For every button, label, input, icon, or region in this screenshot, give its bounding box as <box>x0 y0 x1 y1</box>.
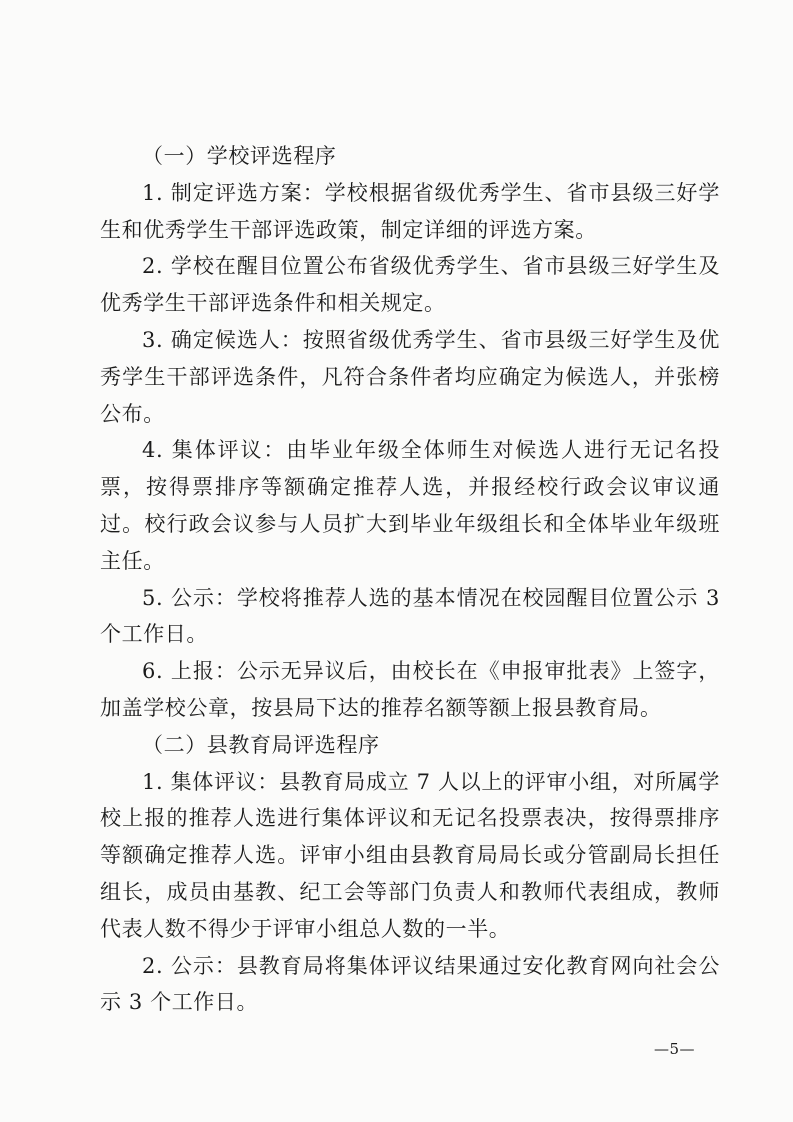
paragraph-school-5: 5. 公示：学校将推荐人选的基本情况在校园醒目位置公示 3 个工作日。 <box>100 585 720 647</box>
paragraph-school-3: 3. 确定候选人：按照省级优秀学生、省市县级三好学生及优秀学生干部评选条件，凡符合条件者均应确定为候选人，并张榜公布。 <box>100 327 720 426</box>
paragraph-school-6: 6. 上报：公示无异议后，由校长在《申报审批表》上签字，加盖学校公章，按县局下达的推荐名额等额上报县教育局。 <box>100 659 720 720</box>
paragraph-school-4: 4. 集体评议：由毕业年级全体师生对候选人进行无记名投票，按得票排序等额确定推荐人选，并报经校行政会议审议通过。校行政会议参与人员扩大到毕业年级组长和全体毕业年级班主任。 <box>100 438 720 573</box>
section-heading-county: （二）县教育局评选程序 <box>142 732 380 757</box>
paragraph-school-2: 2. 学校在醒目位置公布省级优秀学生、省市县级三好学生及优秀学生干部评选条件和相关规定。 <box>100 254 720 316</box>
paragraph-county-1: 1. 集体评议：县教育局成立 7 人以上的评审小组，对所属学校上报的推荐人选进行集体评议和无记名投票表决，按得票排序等额确定推荐人选。评审小组由县教育局局长或分管副局长担任组长，成员由基教、纪工会等部门负责人和教师代表组成，教师代表人数不得少于评审小组总人数的一半。 <box>100 769 720 941</box>
page-number: —5— <box>653 1040 695 1058</box>
paragraph-school-1: 1. 制定评选方案：学校根据省级优秀学生、省市县级三好学生和优秀学生干部评选政策，制定详细的评选方案。 <box>100 180 720 242</box>
section-heading-school: （一）学校评选程序 <box>142 144 337 168</box>
document-body <box>100 138 720 1021</box>
paragraph-county-2: 2. 公示：县教育局将集体评议结果通过安化教育网向社会公示 3 个工作日。 <box>100 953 720 1015</box>
